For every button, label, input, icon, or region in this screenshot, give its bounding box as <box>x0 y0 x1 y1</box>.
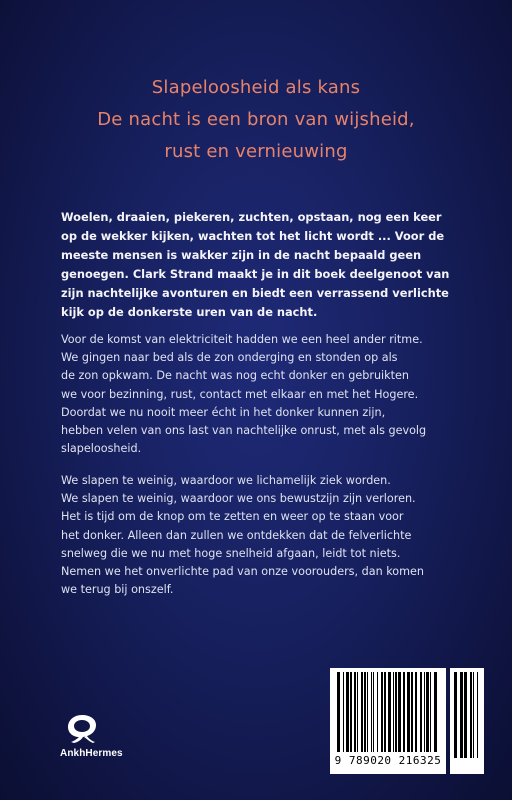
barcode <box>330 668 446 774</box>
paragraph-line: we voor bezinning, rust, contact met elkaar en met het Hogere. <box>61 387 419 401</box>
paragraph-line: de zon opkwam. De nacht was nog echt donker en gebruikten <box>61 369 409 383</box>
barcode-bar <box>393 672 394 752</box>
paragraph-line: hebben velen van ons last van nachtelijke onrust, met als gevolg <box>61 424 427 438</box>
barcode-bar <box>357 672 358 752</box>
barcode-bar <box>470 672 472 758</box>
barcode-bar <box>395 672 397 752</box>
tagline-line-1: Slapeloosheid als kans <box>151 77 361 98</box>
barcode-bar <box>377 672 378 752</box>
blurb-line: op de wekker kijken, wachten tot het licht wordt ... Voor de <box>61 229 445 243</box>
barcode-bar <box>460 672 463 758</box>
blurb-line: zijn nachtelijke avonturen en biedt een verrassend verlichte <box>61 286 449 300</box>
barcode-bar <box>477 672 478 758</box>
paragraph-line: slapeloosheid. <box>61 442 142 456</box>
paragraph-line: Voor de komst van elektriciteit hadden we een heel ander ritme. <box>61 333 423 346</box>
barcode-bar <box>454 672 457 758</box>
barcode-bar <box>464 672 467 758</box>
paragraph-line: het donker. Alleen dan zullen we ontdekken dat de felverlichte <box>61 528 412 542</box>
barcode-bar <box>354 672 356 752</box>
barcode-bar <box>434 672 437 752</box>
barcode-bar <box>424 672 425 752</box>
blurb-line: meeste mensen is wakker zijn in de nacht bepaald geen <box>61 248 422 262</box>
paragraph-2 <box>61 472 471 599</box>
barcode-addon <box>450 668 484 774</box>
paragraph-line: We gingen naar bed als de zon onderging en stonden op als <box>61 351 398 365</box>
barcode-addon-bars <box>453 672 481 758</box>
blurb-line: kijk op de donkerste uren van de nacht. <box>61 305 318 319</box>
ankhhermes-logo-icon <box>62 712 102 746</box>
tagline-line-2: De nacht is een bron van wijsheid, <box>97 109 415 130</box>
barcode-bar <box>350 672 352 752</box>
paragraph-line: We slapen te weinig, waardoor we ons bewustzijn zijn verloren. <box>61 492 416 506</box>
barcode-bar <box>373 672 374 752</box>
barcode-bar <box>415 672 417 752</box>
barcode-bar <box>420 672 422 752</box>
blurb <box>61 208 471 322</box>
isbn-number: 9 789020 216325 <box>334 754 442 767</box>
tagline-line-3: rust en vernieuwing <box>164 141 348 162</box>
tagline <box>0 72 512 168</box>
paragraph-line: Doordat we nu nooit meer écht in het donker kunnen zijn, <box>61 405 386 419</box>
barcode-bar <box>384 672 386 752</box>
paragraph-line: We slapen te weinig, waardoor we lichamelijk ziek worden. <box>61 474 391 487</box>
barcode-bar <box>343 672 344 752</box>
barcode-bar <box>337 672 340 752</box>
blurb-line: genoegen. Clark Strand maakt je in dit boek deelgenoot van <box>61 267 450 281</box>
barcode-bar <box>388 672 391 752</box>
barcode-bar <box>398 672 401 752</box>
paragraph-line: Nemen we het onverlichte pad van onze voorouders, dan komen <box>61 565 425 579</box>
paragraph-line: Het is tijd om de knop om te zetten en weer op te staan voor <box>61 510 404 524</box>
barcode-bar <box>403 672 405 752</box>
barcode-bar <box>381 672 383 752</box>
barcode-bar <box>346 672 349 752</box>
publisher-name: AnkhHermes <box>60 748 123 759</box>
barcode-bar <box>361 672 363 752</box>
blurb-line: Woelen, draaien, piekeren, zuchten, opstaan, nog een keer <box>61 210 442 224</box>
barcode-bar <box>473 672 474 758</box>
barcode-bar <box>426 672 429 752</box>
barcode-bar <box>407 672 410 752</box>
barcode-bar <box>430 672 431 752</box>
barcode-bar <box>371 672 372 752</box>
barcode-bar <box>367 672 368 752</box>
paragraph-line: snelweg die we nu met hoge snelheid afgaan, leidt tot niets. <box>61 546 401 560</box>
barcode-bars <box>336 672 440 752</box>
barcode-bar <box>364 672 366 752</box>
paragraph-line: we terug bij onszelf. <box>61 583 174 597</box>
paragraph-1 <box>61 331 471 458</box>
barcode-bar <box>411 672 413 752</box>
